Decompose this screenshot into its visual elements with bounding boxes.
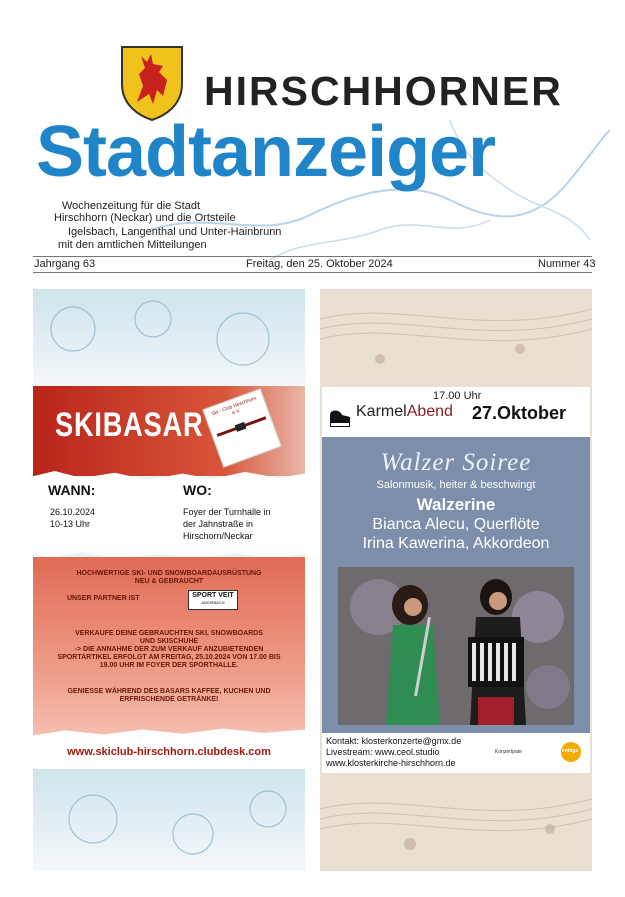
issue-date: Freitag, den 25. Oktober 2024 [246, 258, 393, 270]
ski-info-line: 19.00 UHR IM FOYER DER SPORTHALLE. [99, 662, 239, 669]
ski-info-line: -> DIE ANNAHME DER ZUM VERKAUF ANZUBIETENDEN [74, 646, 264, 653]
ski-bazaar-ad [33, 289, 305, 871]
masthead-subtitle-line: Igelsbach, Langenthal und Unter-Hainbrunn [68, 226, 282, 238]
when-time: 10-13 Uhr [50, 519, 91, 529]
sport-veit-logo [188, 590, 238, 610]
concert-date: 27.Oktober [472, 403, 567, 423]
concert-time: 17.00 Uhr [433, 390, 482, 402]
where-line: Foyer der Turnhalle in [183, 507, 271, 517]
where-label: WO: [183, 482, 212, 498]
concert-ad [320, 289, 592, 871]
event-title: Walzer Soiree [380, 449, 532, 476]
ski-info-line: ERFRISCHENDE GETRÄNKE! [119, 696, 219, 703]
when-label: WANN: [48, 482, 96, 498]
ski-info-line: NEU & GEBRAUCHT [134, 578, 204, 585]
masthead-title-top: HIRSCHHORNER [204, 68, 563, 114]
brand-part-a: Karmel [356, 403, 407, 420]
ski-info-line: HOCHWERTIGE SKI- UND SNOWBOARDAUSRÜSTUNG [76, 570, 262, 577]
ski-club-badge-text: Ski - Club Hirschhorn e.V. [210, 395, 258, 418]
masthead-title-main: Stadtanzeiger [36, 112, 496, 192]
ski-info-line: SPORTARTIKEL ERFOLGT AM FREITAG, 25.10.2024 VON 17.00 BIS [57, 654, 281, 661]
sponsor-label: Konzertpate [495, 749, 522, 755]
where-line: Hirschorn/Neckar [183, 531, 253, 541]
issue-volume: Jahrgang 63 [34, 258, 96, 270]
ski-info-line: UNSER PARTNER IST [67, 595, 140, 602]
partner-logo-text: SPORT VEIT [192, 592, 234, 599]
coat-of-arms-icon [119, 44, 185, 122]
musicians-photo [338, 567, 574, 725]
masthead-subtitle-line: Hirschhorn (Neckar) und die Ortsteile [54, 212, 236, 224]
ski-info-line: UND SKISCHUHE [139, 638, 199, 645]
where-line: der Jahnstraße in [183, 519, 254, 529]
contact-line[interactable]: Livestream: www.ceol.studio [326, 747, 440, 757]
ski-ad-title: SKIBASAR [55, 406, 204, 444]
piano-icon [328, 407, 352, 429]
event-tagline: Salonmusik, heiter & beschwingt [376, 479, 536, 491]
ensemble-name: Walzerine [416, 495, 496, 514]
divider [33, 272, 592, 273]
sponsor-name: entega [562, 748, 579, 754]
contact-line[interactable]: Kontakt: klosterkonzerte@gmx.de [326, 736, 462, 746]
ski-info-line: VERKAUFE DEINE GEBRAUCHTEN SKI, SNOWBOARDS [75, 630, 263, 637]
ski-club-url[interactable]: www.skiclub-hirschhorn.clubdesk.com [67, 746, 271, 758]
masthead-subtitle-line: mit den amtlichen Mitteilungen [58, 239, 207, 251]
ski-info-line: GENIESSE WÄHREND DES BASARS KAFFEE, KUCHEN UND [67, 688, 271, 695]
issue-number: Nummer 43 [538, 258, 596, 270]
performer-line: Irina Kawerina, Akkordeon [362, 535, 550, 552]
when-date: 26.10.2024 [50, 507, 96, 517]
contact-line[interactable]: www.klosterkirche-hirschhorn.de [326, 758, 456, 768]
divider [33, 256, 592, 257]
brand-part-b: Abend [406, 403, 453, 420]
masthead-subtitle-line: Wochenzeitung für die Stadt [62, 200, 200, 212]
partner-logo-sub: AMORBACH [201, 600, 225, 605]
performer-line: Bianca Alecu, Querflöte [372, 516, 540, 533]
karmelabend-logo [356, 403, 453, 421]
